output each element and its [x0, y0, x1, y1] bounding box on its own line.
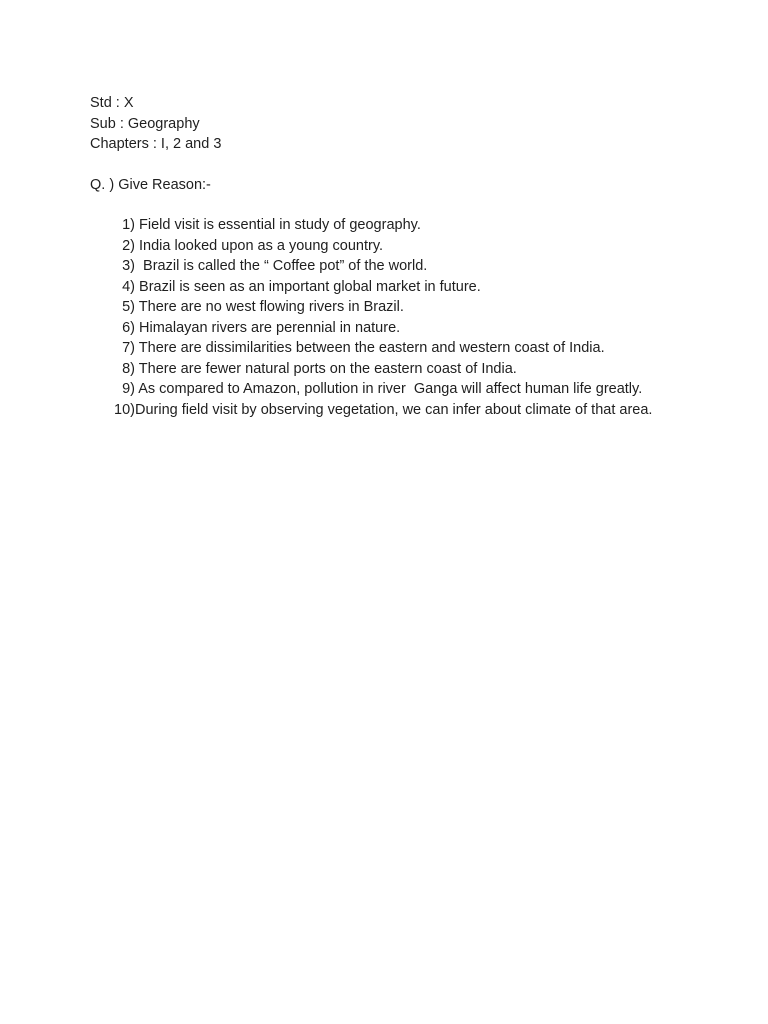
- item-number: 7): [122, 340, 135, 356]
- item-text: During field visit by observing vegetation, we can infer about climate of that area.: [135, 401, 653, 418]
- question-heading: Q. ) Give Reason:-: [90, 177, 211, 193]
- item-text: There are fewer natural ports on the eastern coast of India.: [135, 360, 517, 377]
- standard-line: Std : X: [90, 95, 134, 111]
- document-header: [90, 93, 221, 155]
- item-text: India looked upon as a young country.: [135, 237, 384, 254]
- item-text: Brazil is called the “ Coffee pot” of the world.: [135, 258, 428, 274]
- item-number: 5): [122, 299, 135, 315]
- item-number: 2): [122, 237, 135, 254]
- list-item: [108, 379, 652, 400]
- item-number: 9): [122, 381, 135, 397]
- item-number: 3): [122, 258, 135, 274]
- reasons-list: [108, 215, 652, 420]
- list-item: [108, 256, 652, 277]
- list-item: [108, 318, 652, 339]
- item-number: 1): [122, 217, 135, 233]
- item-number: 4): [122, 278, 135, 295]
- list-item: [108, 297, 652, 318]
- list-item: [108, 236, 652, 257]
- list-item: [108, 277, 652, 298]
- item-number: 10): [114, 401, 135, 418]
- subject-line: Sub : Geography: [90, 115, 200, 132]
- list-item: [108, 338, 652, 359]
- item-number: 6): [122, 319, 135, 336]
- list-item: [108, 400, 652, 421]
- item-text: Brazil is seen as an important global market in future.: [135, 278, 481, 295]
- item-text: As compared to Amazon, pollution in river Ganga will affect human life greatly.: [135, 381, 643, 397]
- item-text: There are no west flowing rivers in Brazil.: [135, 299, 404, 315]
- chapters-line: Chapters : I, 2 and 3: [90, 136, 222, 152]
- list-item: [108, 359, 652, 380]
- item-text: Field visit is essential in study of geography.: [135, 217, 421, 233]
- item-text: Himalayan rivers are perennial in nature.: [135, 319, 401, 336]
- item-text: There are dissimilarities between the eastern and western coast of India.: [135, 340, 605, 356]
- item-number: 8): [122, 360, 135, 377]
- list-item: [108, 215, 652, 236]
